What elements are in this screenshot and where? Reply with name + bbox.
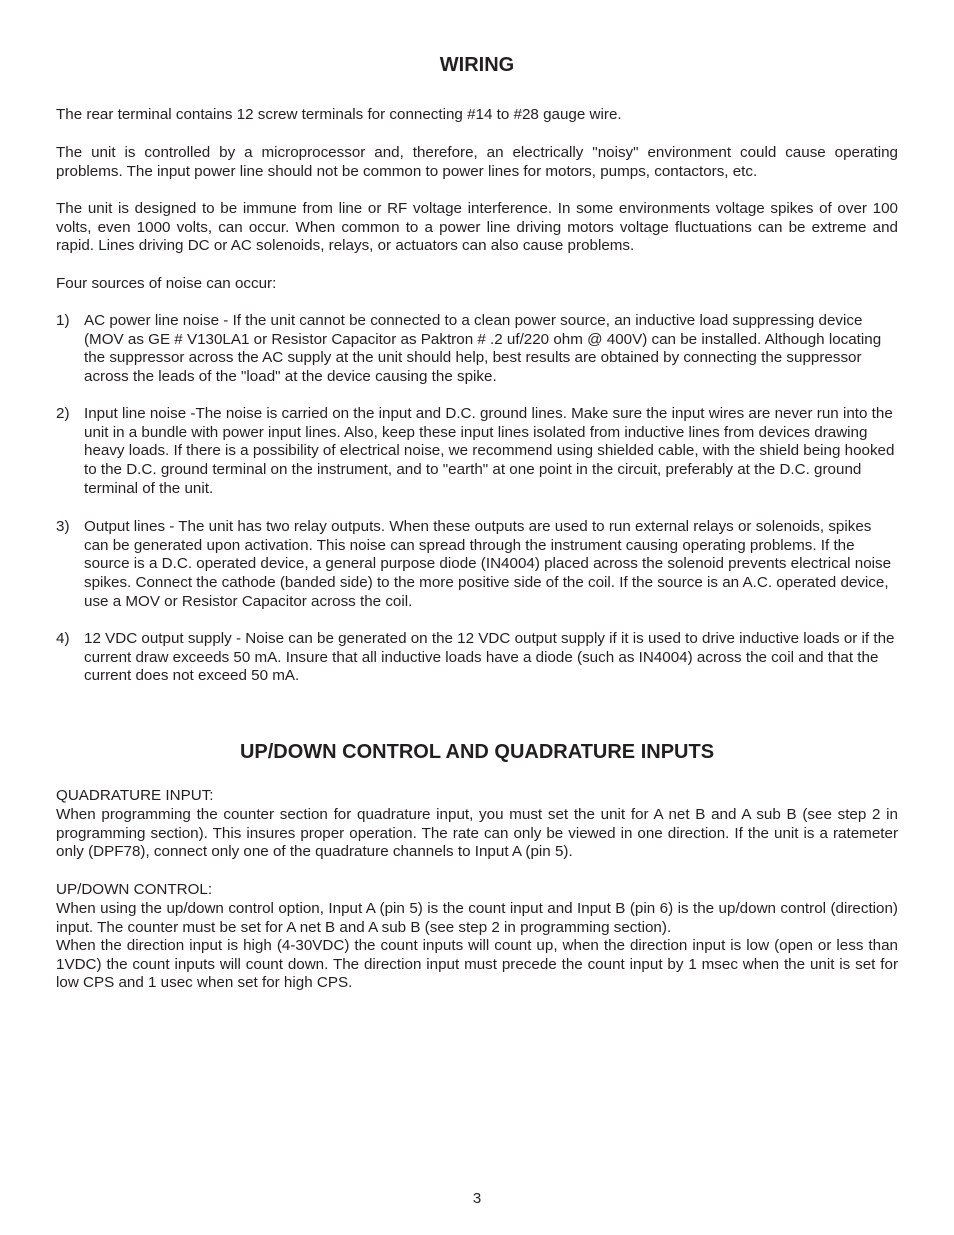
noise-source-item-2	[56, 405, 898, 499]
list-item-text: AC power line noise - If the unit cannot be connected to a clean power source, an inductive load suppressing device (MOV as GE # V130LA1 or Resistor Capacitor as Paktron # .2 uf/220 ohm @ 400V) can be installed. Although locating the suppressor across the AC supply at the unit should help, best results are obtained by connecting the suppressor across the leads of the "load" at the device causing the spike.	[84, 312, 882, 386]
wiring-heading: WIRING	[439, 54, 515, 76]
wiring-paragraph-4: Four sources of noise can occur:	[56, 275, 277, 292]
updown-label: UP/DOWN CONTROL:	[56, 881, 213, 898]
list-number: 1)	[56, 312, 70, 329]
list-item-text: Output lines - The unit has two relay outputs. When these outputs are used to run external relays or solenoids, spikes can be generated upon activation. This noise can spread through the instrument causing operating problems. If the source is a D.C. operated device, a general purpose diode (IN4004) placed across the solenoid prevents electrical noise spikes. Connect the cathode (banded side) to the more positive side of the coil. If the source is an A.C. operated device, use a MOV or Resistor Capacitor across the coil.	[84, 518, 892, 610]
list-item-text: 12 VDC output supply - Noise can be generated on the 12 VDC output supply if it is used to drive inductive loads or if the current draw exceeds 50 mA. Insure that all inductive loads have a diode (such as IN4004) across the coil and that the current does not exceed 50 mA.	[84, 630, 895, 685]
updown-text-1: When using the up/down control option, Input A (pin 5) is the count input and Input B (pin 6) is the up/down control (direction) input. The counter must be set for A net B and A sub B (see step 2 in programming section).	[56, 900, 898, 936]
wiring-paragraph-1: The rear terminal contains 12 screw terminals for connecting #14 to #28 gauge wire.	[56, 106, 622, 123]
page-number: 3	[472, 1190, 482, 1207]
quadrature-label: QUADRATURE INPUT:	[56, 787, 214, 804]
updown-heading: UP/DOWN CONTROL AND QUADRATURE INPUTS	[239, 741, 715, 763]
noise-source-item-4	[56, 630, 898, 686]
updown-text-2: When the direction input is high (4-30VDC) the count inputs will count up, when the direction input is low (open or less than 1VDC) the count inputs will count down. The direction input must precede the count input by 1 msec when the unit is set for low CPS and 1 usec when set for high CPS.	[56, 937, 898, 992]
noise-source-item-3	[56, 518, 898, 612]
wiring-paragraph-3: The unit is designed to be immune from line or RF voltage interference. In some environments voltage spikes of over 100 volts, even 1000 volts, can occur. When common to a power line driving motors voltage fluctuations can be extreme and rapid. Lines driving DC or AC solenoids, relays, or actuators can also cause problems.	[56, 200, 898, 255]
list-item-text: Input line noise -The noise is carried on the input and D.C. ground lines. Make sure the input wires are never run into the unit in a bundle with power input lines. Also, keep these input lines isolated from inductive lines from devices drawing heavy loads. If there is a possibility of electrical noise, we recommend using shielded cable, with the shield being hooked to the D.C. ground terminal on the instrument, and to "earth" at one point in the circuit, preferably at the D.C. ground terminal of the unit.	[84, 405, 895, 497]
quadrature-text: When programming the counter section for quadrature input, you must set the unit for A net B and A sub B (see step 2 in programming section). This insures proper operation. The rate can only be viewed in one direction. If the unit is a ratemeter only (DPF78), connect only one of the quadrature channels to Input A (pin 5).	[56, 806, 898, 861]
list-number: 2)	[56, 405, 70, 422]
list-number: 3)	[56, 518, 70, 535]
noise-source-item-1	[56, 312, 898, 387]
list-number: 4)	[56, 630, 70, 647]
wiring-paragraph-2: The unit is controlled by a microprocessor and, therefore, an electrically "noisy" environment could cause operating problems. The input power line should not be common to power lines for motors, pumps, contactors, etc.	[56, 144, 898, 180]
